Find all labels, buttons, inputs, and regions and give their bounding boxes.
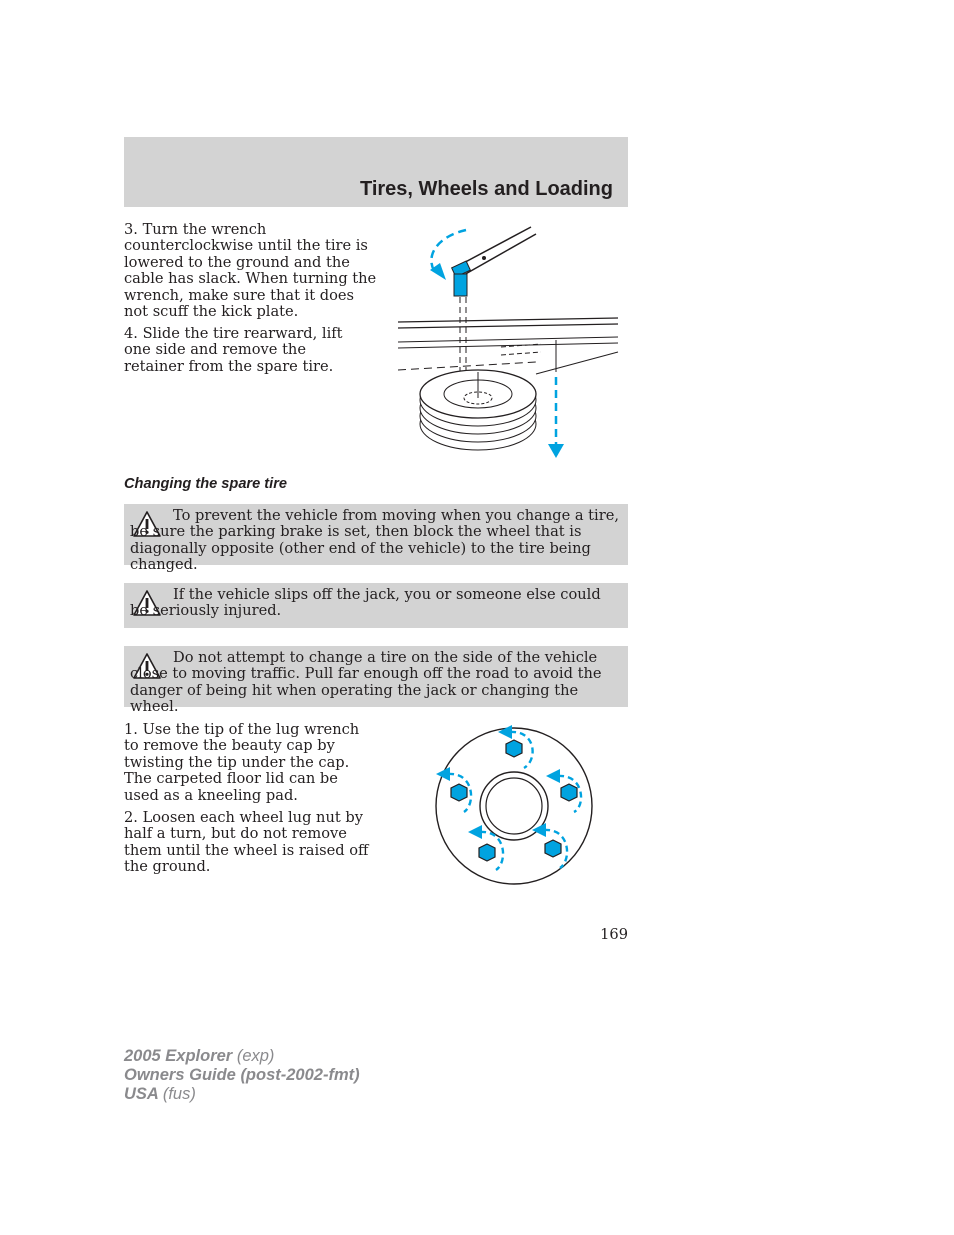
warning-box-traffic	[124, 646, 628, 716]
section-title: Tires, Wheels and Loading	[359, 178, 613, 200]
spare-tire-lowering-illustration	[396, 222, 622, 462]
section-heading-changing-spare: Changing the spare tire	[124, 476, 287, 492]
warning-text-traffic: Do not attempt to change a tire on the side of the vehicle close to moving traffic. Pull far enough off the road to avoid the danger of being hit when operating the jack or changing the wheel.	[130, 649, 602, 716]
lug-nut-loosening-illustration	[428, 722, 600, 888]
footer-model-code: (exp)	[236, 1047, 275, 1065]
step-4-text: 4. Slide the tire rearward, lift one side and remove the retainer from the spare tire.	[124, 325, 343, 375]
footer-line-3	[124, 1085, 360, 1104]
footer-line-2: Owners Guide (post-2002-fmt)	[124, 1066, 360, 1084]
warning-text-jack-slip: If the vehicle slips off the jack, you or someone else could be seriously injured.	[130, 586, 601, 620]
footer-line-1	[124, 1047, 360, 1066]
warning-box-parking-brake	[124, 504, 628, 574]
footer-market: USA	[124, 1085, 159, 1103]
step-3-text: 3. Turn the wrench counterclockwise until the tire is lowered to the ground and the cable has slack. When turning the wrench, make sure that it does not scuff the kick plate.	[124, 221, 377, 321]
footer-market-code: (fus)	[162, 1085, 196, 1103]
step-2-text: 2. Loosen each wheel lug nut by half a turn, but do not remove them until the wheel is raised off the ground.	[124, 809, 369, 876]
step-1-text: 1. Use the tip of the lug wrench to remove the beauty cap by twisting the tip under the cap. The carpeted floor lid can be used as a kneeling pad.	[124, 721, 360, 804]
warning-text-parking-brake: To prevent the vehicle from moving when you change a tire, be sure the parking brake is set, then block the wheel that is diagonally opposite (other end of the vehicle) to the tire being changed.	[130, 507, 619, 574]
warning-box-jack-slip	[124, 583, 628, 628]
document-footer	[124, 1047, 360, 1104]
page-number: 169	[600, 926, 628, 943]
footer-model: 2005 Explorer	[124, 1047, 233, 1065]
section-header-band	[124, 137, 628, 207]
